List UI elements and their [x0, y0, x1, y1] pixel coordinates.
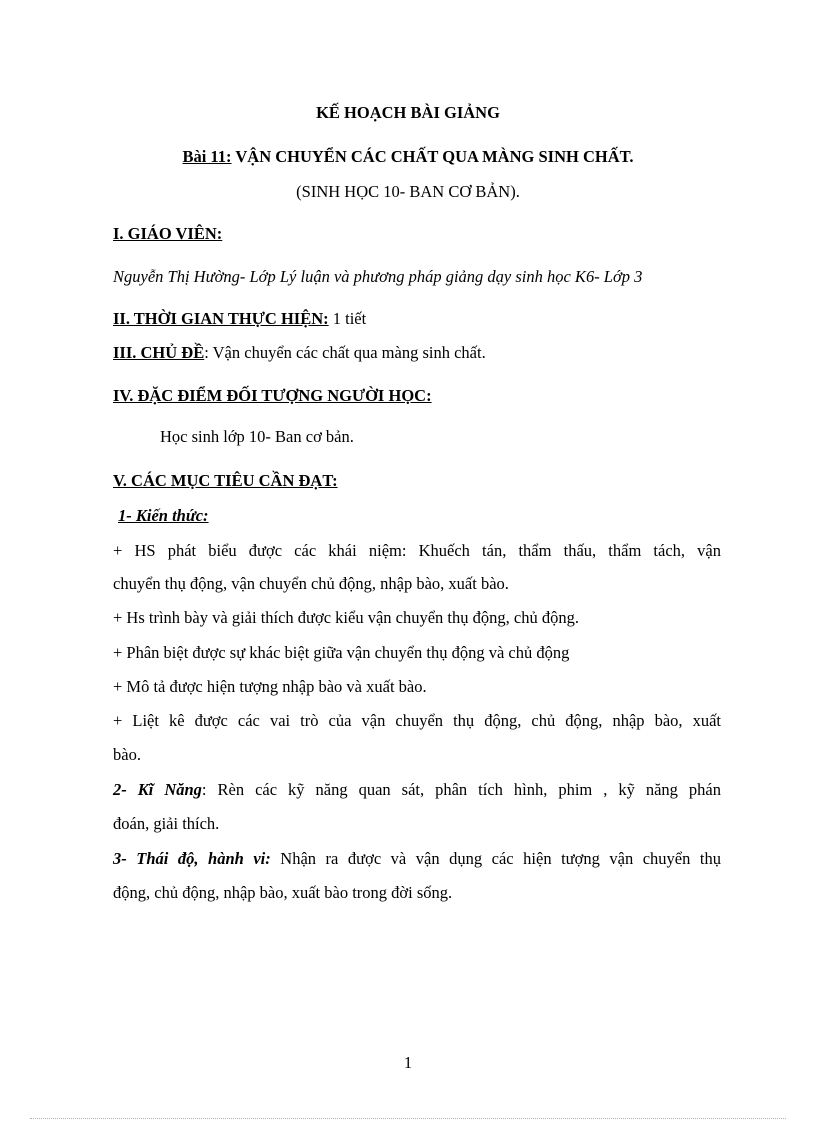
section2-heading: II. THỜI GIAN THỰC HIỆN: [113, 309, 329, 328]
page-number: 1 [403, 1053, 413, 1072]
section2 [113, 308, 721, 330]
skill-line-2: đoán, giải thích. [113, 814, 220, 833]
knowledge-item: + Mô tả được hiện tượng nhập bào và xuất bào. [113, 677, 427, 696]
knowledge-item: + Phân biệt được sự khác biệt giữa vận chuyển thụ động và chủ động [113, 643, 570, 662]
skill-heading: 2- Kĩ Năng [113, 780, 202, 799]
skill-text: : Rèn các kỹ năng quan sát, phân tích hình, phim , kỹ năng phán [201, 780, 721, 799]
section1-heading: I. GIÁO VIÊN: [113, 224, 223, 243]
lesson-subtitle: (SINH HỌC 10- BAN CƠ BẢN). [296, 182, 520, 201]
section3-value: : Vận chuyển các chất qua màng sinh chất. [204, 343, 486, 362]
section2-value: 1 tiết [328, 309, 367, 328]
section3 [113, 342, 721, 364]
section4-heading: IV. ĐẶC ĐIỂM ĐỐI TƯỢNG NGƯỜI HỌC: [113, 386, 432, 405]
knowledge-item: bào. [113, 745, 141, 764]
section4-value: Học sinh lớp 10- Ban cơ bản. [160, 427, 354, 446]
lesson-name: VẬN CHUYỂN CÁC CHẤT QUA MÀNG SINH CHẤT. [231, 147, 634, 166]
knowledge-item: + Hs trình bày và giải thích được kiểu vận chuyển thụ động, chủ động. [113, 608, 579, 627]
section3-heading: III. CHỦ ĐỀ [113, 343, 205, 362]
lesson-label: Bài 11: [182, 147, 232, 166]
skill-line [113, 779, 721, 801]
teacher-info: Nguyễn Thị Hường- Lớp Lý luận và phương pháp giảng dạy sinh học K6- Lớp 3 [113, 267, 643, 286]
attitude-text: Nhận ra được và vận dụng các hiện tượng vận chuyển thụ [270, 849, 721, 868]
knowledge-item: + HS phát biểu được các khái niệm: Khuếch tán, thẩm thấu, thẩm tách, vận [113, 541, 721, 560]
knowledge-item: + Liệt kê được các vai trò của vận chuyển thụ động, chủ động, nhập bào, xuất [113, 711, 721, 730]
knowledge-heading: 1- Kiến thức: [118, 506, 209, 525]
document-title: KẾ HOẠCH BÀI GIẢNG [316, 103, 500, 122]
lesson-title [0, 146, 816, 168]
section5-heading: V. CÁC MỤC TIÊU CẦN ĐẠT: [113, 471, 338, 490]
attitude-heading: 3- Thái độ, hành vi: [113, 849, 271, 868]
attitude-line-2: động, chủ động, nhập bào, xuất bào trong đời sống. [113, 883, 453, 902]
attitude-line [113, 848, 721, 870]
page-bottom-divider [30, 1118, 786, 1119]
knowledge-item: chuyển thụ động, vận chuyển chủ động, nhập bào, xuất bào. [113, 574, 509, 593]
